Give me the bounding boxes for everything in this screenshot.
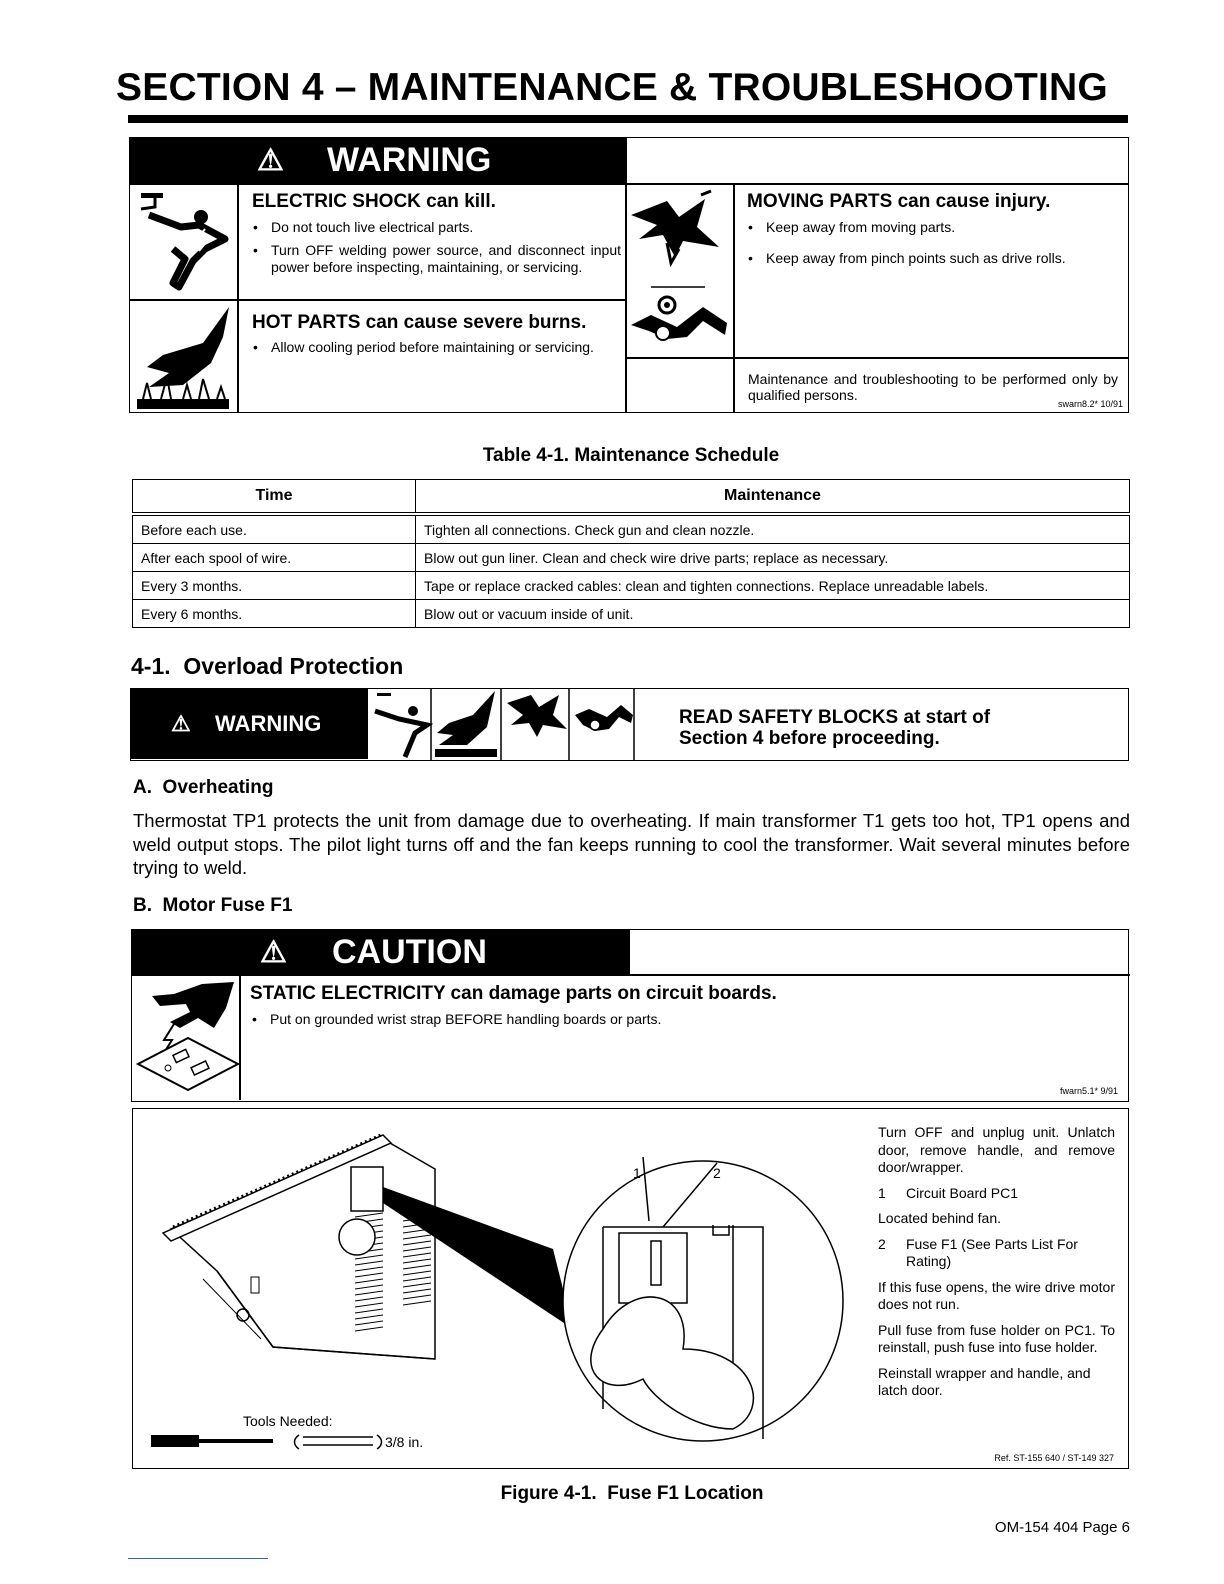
- instruction-opens: If this fuse opens, the wire drive motor does not run.: [878, 1278, 1115, 1312]
- table-row: [133, 544, 1130, 572]
- caution-ref: fwarn5.1* 9/91: [1059, 1086, 1118, 1096]
- callout-2: 2: [713, 1165, 721, 1181]
- hazard-electric-title: ELECTRIC SHOCK can kill.: [252, 191, 496, 212]
- table-cell: Every 3 months.: [133, 572, 416, 600]
- caution-bullets: [250, 1011, 1050, 1034]
- maintenance-table: [132, 479, 1130, 628]
- figure-caption: Figure 4-1. Fuse F1 Location: [500, 1483, 764, 1504]
- hazard-electric-bullets: [251, 219, 621, 282]
- table-cell: Blow out or vacuum inside of unit.: [416, 600, 1130, 628]
- hazard-moving-bullets: [746, 219, 1124, 273]
- list-item: • Keep away from moving parts.: [746, 219, 1124, 236]
- electric-shock-icon: [135, 187, 231, 295]
- table-cell: Tape or replace cracked cables: clean and tighten connections. Replace unreadable labels.: [416, 572, 1130, 600]
- read-safety-block: [130, 688, 1129, 761]
- instruction-item-2: 2 Fuse F1 (See Parts List For Rating): [878, 1235, 1078, 1269]
- tools-needed-label: Tools Needed:: [243, 1413, 333, 1429]
- caution-block: [131, 929, 1129, 1102]
- warning-ref: swarn8.2* 10/91: [1057, 399, 1123, 409]
- table-row: [133, 572, 1130, 600]
- table-cell: Blow out gun liner. Clean and check wire drive parts; replace as necessary.: [416, 544, 1130, 572]
- list-item: • Do not touch live electrical parts.: [251, 219, 621, 236]
- warning-header: ⚠ WARNING: [129, 137, 626, 184]
- section-4-1-heading: 4-1. Overload Protection: [131, 653, 404, 679]
- caution-header: ⚠ CAUTION: [132, 930, 630, 975]
- warning-triangle-icon: ⚠: [171, 711, 191, 736]
- table-cell: After each spool of wire.: [133, 544, 416, 572]
- warning-block: [129, 137, 1129, 413]
- hazard-moving-title: MOVING PARTS can cause injury.: [747, 191, 1051, 212]
- table-caption: Table 4-1. Maintenance Schedule: [482, 445, 780, 466]
- qualified-persons-note: Maintenance and troubleshooting to be performed only by qualified persons.: [748, 371, 1118, 403]
- motor-fuse-heading: B. Motor Fuse F1: [133, 895, 293, 916]
- table-header-row: [133, 480, 1130, 515]
- read-safety-text: READ SAFETY BLOCKS at start of Section 4 before proceeding.: [679, 707, 991, 749]
- instruction-pull: Pull fuse from fuse holder on PC1. To reinstall, push fuse into fuse holder.: [878, 1321, 1115, 1355]
- table-cell: Tighten all connections. Check gun and clean nozzle.: [416, 514, 1130, 544]
- figure-instructions: [878, 1124, 1115, 1408]
- table-row: [133, 514, 1130, 544]
- hot-parts-icon: [133, 303, 233, 411]
- overheating-text: Thermostat TP1 protects the unit from damage due to overheating. If main transformer T1 gets too hot, TP1 opens and weld output stops. The pilot light turns off and the fan keeps running to cool the transformer. Wait several minutes before trying to weld.: [133, 810, 1130, 878]
- col-maintenance: Maintenance: [416, 480, 1130, 515]
- figure-ref: Ref. ST-155 640 / ST-149 327: [994, 1453, 1114, 1463]
- caution-triangle-icon: ⚠: [260, 936, 287, 969]
- list-item: • Keep away from pinch points such as drive rolls.: [746, 250, 1124, 267]
- section-title: SECTION 4 – MAINTENANCE & TROUBLESHOOTING: [116, 66, 1108, 109]
- hazard-hot-title: HOT PARTS can cause severe burns.: [252, 312, 587, 333]
- caution-title: STATIC ELECTRICITY can damage parts on circuit boards.: [250, 983, 777, 1004]
- page-footer: OM-154 404 Page 6: [994, 1519, 1130, 1536]
- list-item: • Turn OFF welding power source, and disconnect input power before inspecting, maintaining, or servicing.: [251, 242, 621, 276]
- warning-strip-label: ⚠ WARNING: [131, 689, 368, 759]
- callout-1: 1: [633, 1165, 641, 1181]
- footer-rule: [128, 1558, 268, 1559]
- table-cell: Before each use.: [133, 514, 416, 544]
- title-rule: [128, 115, 1128, 123]
- static-electricity-icon: [134, 978, 238, 1096]
- moving-parts-icon: [627, 187, 731, 407]
- list-item: • Allow cooling period before maintaining or servicing.: [251, 339, 621, 356]
- instruction-reinstall: Reinstall wrapper and handle, and latch door.: [878, 1364, 1091, 1398]
- warning-triangle-icon: ⚠: [257, 144, 284, 177]
- col-time: Time: [133, 480, 416, 515]
- instruction-intro: Turn OFF and unplug unit. Unlatch door, remove handle, and remove door/wrapper.: [878, 1124, 1115, 1175]
- table-row: [133, 600, 1130, 628]
- instruction-located: Located behind fan.: [878, 1210, 1001, 1226]
- fuse-location-illustration: [133, 1109, 833, 1467]
- list-item: • Put on grounded wrist strap BEFORE handling boards or parts.: [250, 1011, 1050, 1028]
- wrench-size-label: 3/8 in.: [385, 1434, 424, 1450]
- hazard-hot-bullets: [251, 339, 621, 362]
- safety-icons-strip: [369, 689, 635, 761]
- instruction-item-1: 1 Circuit Board PC1: [878, 1184, 1019, 1201]
- overheating-heading: A. Overheating: [133, 777, 274, 798]
- table-cell: Every 6 months.: [133, 600, 416, 628]
- figure-4-1: [132, 1108, 1129, 1469]
